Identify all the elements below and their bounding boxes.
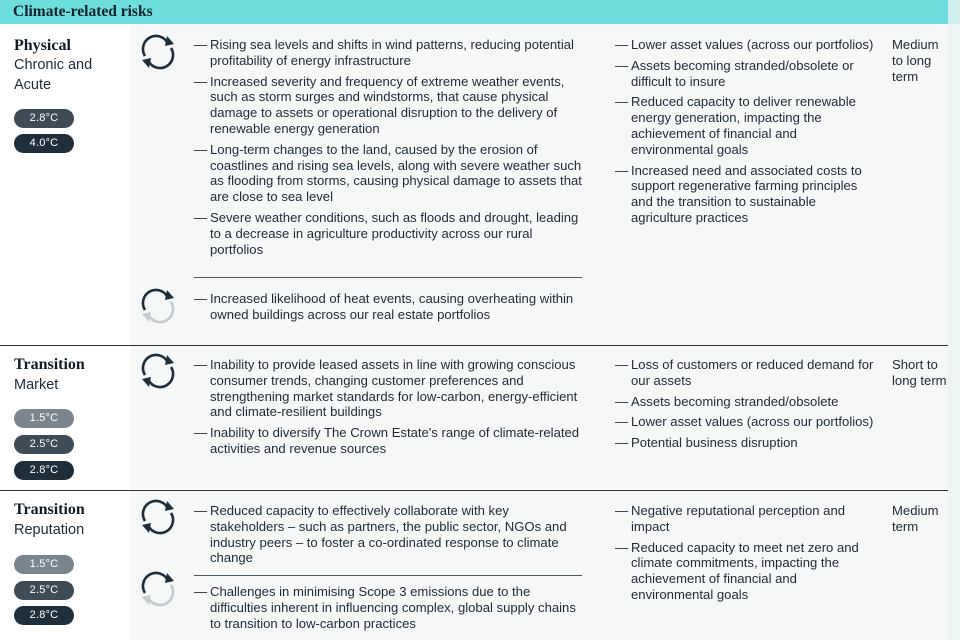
risk-item: — Long-term changes to the land, caused by the erosion of coastlines and rising sea levels, along with severe weather such as flooding from storms, causing physical damage to assets that are close to sea level — [194, 142, 584, 205]
risk-list — [194, 584, 584, 636]
risk-list — [194, 37, 584, 262]
risk-item: — Inability to provide leased assets in line with growing conscious consumer trends, changing customer preferences and strengthening market standards for low-carbon, energy-efficient and climate-resilient buildings — [194, 357, 584, 420]
impact-item: — Potential business disruption — [615, 435, 877, 451]
impact-item: — Reduced capacity to meet net zero and climate commitments, impacting the achievement of financial and environmental goals — [615, 540, 877, 603]
impact-list — [615, 37, 877, 231]
scenario-badge: 4.0°C — [14, 134, 74, 153]
timeframe: Short to long term — [892, 357, 947, 388]
cycle-arrows-icon — [137, 34, 179, 70]
impact-item: — Loss of customers or reduced demand for our assets — [615, 357, 877, 389]
risk-item: — Reduced capacity to effectively collaborate with key stakeholders – such as partners, the public sector, NGOs and industry peers – to foster a co-ordinated response to climate change — [194, 503, 584, 566]
section-transition-reputation — [0, 491, 948, 640]
category-title: Transition — [14, 501, 85, 518]
scenario-badge: 2.8°C — [14, 461, 74, 480]
risk-divider — [194, 277, 582, 278]
scenario-badge: 2.5°C — [14, 581, 74, 600]
impact-list — [615, 503, 877, 608]
right-margin-strip-top — [948, 0, 960, 24]
risk-item: — Rising sea levels and shifts in wind patterns, reducing potential profitability of energy infrastructure — [194, 37, 584, 69]
category-subtitle: Reputation — [14, 522, 85, 538]
cycle-arrows-icon — [137, 499, 179, 535]
risk-item: — Increased likelihood of heat events, causing overheating within owned buildings across our real estate portfolios — [194, 291, 584, 323]
timeframe: Medium term — [892, 503, 939, 534]
impact-item: — Negative reputational perception and impact — [615, 503, 877, 535]
risk-item: — Challenges in minimising Scope 3 emissions due to the difficulties inherent in influencing complex, global supply chains to transition to low-carbon practices — [194, 584, 584, 631]
impact-item: — Assets becoming stranded/obsolete or difficult to insure — [615, 58, 877, 90]
right-margin-strip — [948, 0, 960, 640]
cycle-arrows-icon — [137, 353, 179, 389]
scenario-badge: 2.5°C — [14, 435, 74, 454]
risk-list — [194, 291, 584, 328]
impact-item: — Reduced capacity to deliver renewable energy generation, impacting the achievement of financial and environmental goals — [615, 94, 877, 157]
risk-list — [194, 357, 584, 462]
risk-item: — Severe weather conditions, such as floods and drought, leading to a decrease in agriculture productivity across our rural portfolios — [194, 210, 584, 257]
category-title: Transition — [14, 356, 85, 373]
risk-divider — [194, 575, 582, 576]
risk-item: — Increased severity and frequency of extreme weather events, such as storm surges and windstorms, that cause physical damage to assets or operational disruption to the delivery of renewable energy generation — [194, 74, 584, 137]
timeframe: Medium to long term — [892, 37, 939, 84]
section-physical — [0, 24, 948, 345]
table-header: Climate-related risks — [0, 0, 948, 24]
section-transition-market — [0, 346, 948, 489]
risk-list — [194, 503, 584, 571]
category-subtitle: Chronic and Acute — [14, 57, 93, 93]
impact-item: — Lower asset values (across our portfolios) — [615, 414, 877, 430]
impact-item: — Assets becoming stranded/obsolete — [615, 394, 877, 410]
scenario-badge: 1.5°C — [14, 555, 74, 574]
impact-item: — Lower asset values (across our portfolios) — [615, 37, 877, 53]
scenario-badge: 1.5°C — [14, 409, 74, 428]
cycle-arrows-partial-icon — [137, 288, 179, 324]
category-subtitle: Market — [14, 377, 59, 393]
scenario-badge: 2.8°C — [14, 109, 74, 128]
impact-list — [615, 357, 877, 456]
category-title: Physical — [14, 37, 71, 54]
risk-item: — Inability to diversify The Crown Estate's range of climate-related activities and revenue sources — [194, 425, 584, 457]
impact-item: — Increased need and associated costs to support regenerative farming principles and the transition to sustainable agriculture practices — [615, 163, 877, 226]
scenario-badge: 2.8°C — [14, 606, 74, 625]
cycle-arrows-partial-icon — [137, 571, 179, 607]
